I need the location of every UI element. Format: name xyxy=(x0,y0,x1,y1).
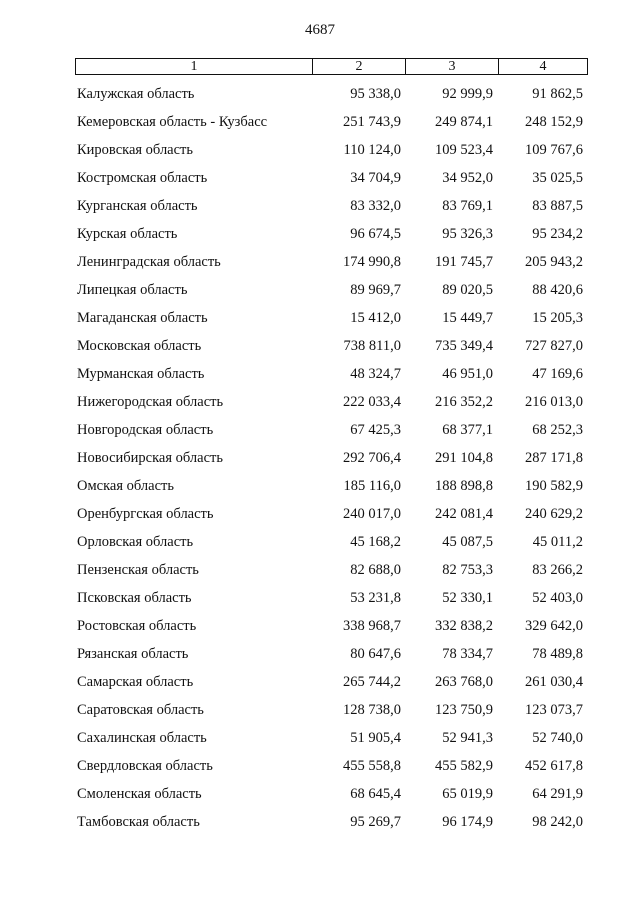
region-name: Омская область xyxy=(77,478,174,494)
value-col-2: 95 338,0 xyxy=(350,86,401,102)
region-name: Курганская область xyxy=(77,198,198,214)
region-name: Московская область xyxy=(77,338,202,354)
value-col-2: 240 017,0 xyxy=(343,506,401,522)
region-name: Новгородская область xyxy=(77,422,214,438)
value-col-4: 83 266,2 xyxy=(532,562,583,578)
value-col-2: 292 706,4 xyxy=(343,450,401,466)
region-name: Пензенская область xyxy=(77,562,199,578)
table-row xyxy=(0,304,640,332)
value-col-2: 96 674,5 xyxy=(350,226,401,242)
value-col-2: 95 269,7 xyxy=(350,814,401,830)
table-row xyxy=(0,584,640,612)
value-col-2: 34 704,9 xyxy=(350,170,401,186)
table-row xyxy=(0,528,640,556)
value-col-2: 89 969,7 xyxy=(350,282,401,298)
value-col-4: 91 862,5 xyxy=(532,86,583,102)
value-col-3: 735 349,4 xyxy=(435,338,493,354)
value-col-4: 240 629,2 xyxy=(525,506,583,522)
table-row xyxy=(0,444,640,472)
value-col-2: 110 124,0 xyxy=(343,142,401,158)
table-row xyxy=(0,780,640,808)
table-row xyxy=(0,360,640,388)
value-col-4: 109 767,6 xyxy=(525,142,583,158)
table-row xyxy=(0,248,640,276)
region-name: Нижегородская область xyxy=(77,394,224,410)
value-col-4: 52 403,0 xyxy=(532,590,583,606)
header-cell-4: 4 xyxy=(539,59,547,74)
table-row xyxy=(0,108,640,136)
region-name: Новосибирская область xyxy=(77,450,223,466)
region-name: Мурманская область xyxy=(77,366,205,382)
value-col-3: 92 999,9 xyxy=(442,86,493,102)
value-col-2: 338 968,7 xyxy=(343,618,401,634)
table-row xyxy=(0,276,640,304)
value-col-4: 452 617,8 xyxy=(525,758,583,774)
table-row xyxy=(0,500,640,528)
value-col-4: 47 169,6 xyxy=(532,366,583,382)
region-name: Ленинградская область xyxy=(77,254,221,270)
value-col-2: 265 744,2 xyxy=(343,674,401,690)
header-cell-3: 3 xyxy=(406,59,499,74)
table-row xyxy=(0,556,640,584)
table-row xyxy=(0,752,640,780)
value-col-3: 83 769,1 xyxy=(442,198,493,214)
value-col-3: 455 582,9 xyxy=(435,758,493,774)
value-col-2: 251 743,9 xyxy=(343,114,401,130)
region-name: Тамбовская область xyxy=(77,814,200,830)
table-row xyxy=(0,164,640,192)
table-row xyxy=(0,136,640,164)
region-name: Липецкая область xyxy=(77,282,188,298)
value-col-3: 188 898,8 xyxy=(435,478,493,494)
value-col-2: 174 990,8 xyxy=(343,254,401,270)
value-col-3: 291 104,8 xyxy=(435,450,493,466)
region-name: Сахалинская область xyxy=(77,730,207,746)
value-col-4: 64 291,9 xyxy=(532,786,583,802)
region-name: Рязанская область xyxy=(77,646,189,662)
region-name: Саратовская область xyxy=(77,702,204,718)
region-name: Самарская область xyxy=(77,674,194,690)
value-col-2: 222 033,4 xyxy=(343,394,401,410)
region-name: Свердловская область xyxy=(77,758,213,774)
table-row xyxy=(0,612,640,640)
value-col-2: 83 332,0 xyxy=(350,198,401,214)
value-col-4: 45 011,2 xyxy=(532,534,583,550)
value-col-2: 67 425,3 xyxy=(350,422,401,438)
value-col-2: 15 412,0 xyxy=(350,310,401,326)
value-col-3: 242 081,4 xyxy=(435,506,493,522)
region-name: Кемеровская область - Кузбасс xyxy=(77,114,268,130)
value-col-3: 109 523,4 xyxy=(435,142,493,158)
region-name: Костромская область xyxy=(77,170,208,186)
region-name: Кировская область xyxy=(77,142,194,158)
table-body xyxy=(0,80,640,836)
region-name: Оренбургская область xyxy=(77,506,214,522)
value-col-4: 248 152,9 xyxy=(525,114,583,130)
value-col-2: 80 647,6 xyxy=(350,646,401,662)
header-cell-1: 1 xyxy=(76,59,313,74)
value-col-2: 51 905,4 xyxy=(350,730,401,746)
value-col-2: 45 168,2 xyxy=(350,534,401,550)
value-col-3: 52 941,3 xyxy=(442,730,493,746)
page-number: 4687 xyxy=(305,22,335,38)
table-row xyxy=(0,220,640,248)
value-col-3: 78 334,7 xyxy=(442,646,493,662)
value-col-3: 216 352,2 xyxy=(435,394,493,410)
value-col-4: 190 582,9 xyxy=(525,478,583,494)
value-col-4: 15 205,3 xyxy=(532,310,583,326)
value-col-3: 249 874,1 xyxy=(435,114,493,130)
value-col-4: 78 489,8 xyxy=(532,646,583,662)
region-name: Магаданская область xyxy=(77,310,208,326)
value-col-3: 34 952,0 xyxy=(442,170,493,186)
value-col-4: 95 234,2 xyxy=(532,226,583,242)
value-col-4: 261 030,4 xyxy=(525,674,583,690)
value-col-3: 65 019,9 xyxy=(442,786,493,802)
value-col-2: 48 324,7 xyxy=(350,366,401,382)
value-col-3: 52 330,1 xyxy=(442,590,493,606)
value-col-2: 128 738,0 xyxy=(343,702,401,718)
table-row xyxy=(0,640,640,668)
region-name: Смоленская область xyxy=(77,786,202,802)
value-col-4: 68 252,3 xyxy=(532,422,583,438)
region-name: Псковская область xyxy=(77,590,192,606)
value-col-4: 287 171,8 xyxy=(525,450,583,466)
value-col-4: 98 242,0 xyxy=(532,814,583,830)
value-col-3: 191 745,7 xyxy=(435,254,493,270)
value-col-2: 738 811,0 xyxy=(343,338,401,354)
value-col-3: 123 750,9 xyxy=(435,702,493,718)
value-col-3: 68 377,1 xyxy=(442,422,493,438)
value-col-4: 88 420,6 xyxy=(532,282,583,298)
value-col-4: 216 013,0 xyxy=(525,394,583,410)
region-name: Ростовская область xyxy=(77,618,197,634)
table-row xyxy=(0,724,640,752)
table-row xyxy=(0,388,640,416)
value-col-3: 89 020,5 xyxy=(442,282,493,298)
value-col-2: 53 231,8 xyxy=(350,590,401,606)
value-col-4: 205 943,2 xyxy=(525,254,583,270)
value-col-3: 332 838,2 xyxy=(435,618,493,634)
value-col-3: 263 768,0 xyxy=(435,674,493,690)
value-col-4: 83 887,5 xyxy=(532,198,583,214)
value-col-3: 96 174,9 xyxy=(442,814,493,830)
value-col-2: 68 645,4 xyxy=(350,786,401,802)
value-col-3: 15 449,7 xyxy=(442,310,493,326)
value-col-2: 455 558,8 xyxy=(343,758,401,774)
region-name: Курская область xyxy=(77,226,178,242)
value-col-3: 95 326,3 xyxy=(442,226,493,242)
table-row xyxy=(0,416,640,444)
table-row xyxy=(0,192,640,220)
table-row xyxy=(0,332,640,360)
value-col-3: 82 753,3 xyxy=(442,562,493,578)
table-row xyxy=(0,668,640,696)
value-col-4: 52 740,0 xyxy=(532,730,583,746)
table-header xyxy=(75,58,588,75)
table-row xyxy=(0,80,640,108)
value-col-4: 35 025,5 xyxy=(532,170,583,186)
header-cell-2: 2 xyxy=(313,59,406,74)
value-col-4: 329 642,0 xyxy=(525,618,583,634)
value-col-3: 45 087,5 xyxy=(442,534,493,550)
value-col-4: 727 827,0 xyxy=(525,338,583,354)
value-col-3: 46 951,0 xyxy=(442,366,493,382)
table-row xyxy=(0,808,640,836)
value-col-2: 82 688,0 xyxy=(350,562,401,578)
value-col-4: 123 073,7 xyxy=(525,702,583,718)
region-name: Орловская область xyxy=(77,534,194,550)
table-row xyxy=(0,472,640,500)
value-col-2: 185 116,0 xyxy=(343,478,401,494)
region-name: Калужская область xyxy=(77,86,195,102)
table-row xyxy=(0,696,640,724)
